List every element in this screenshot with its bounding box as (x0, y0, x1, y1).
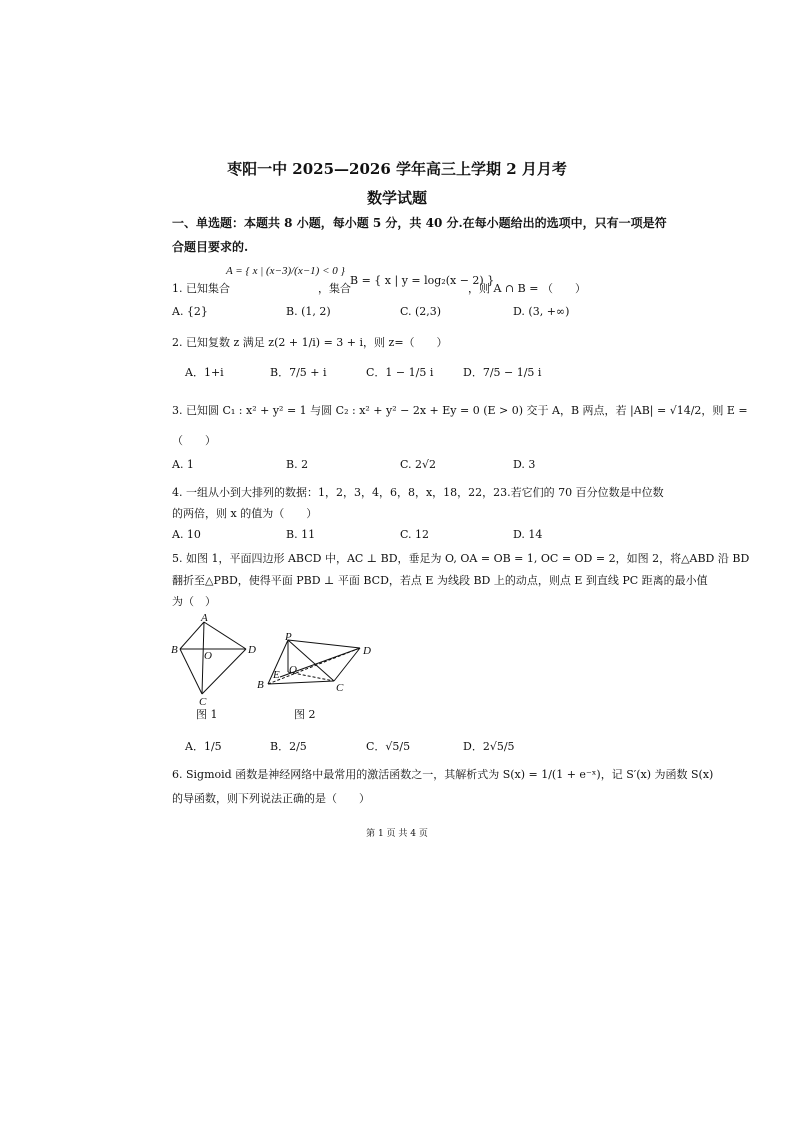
q5-option-d: D．2√5/5 (463, 740, 515, 753)
q4-option-d: D. 14 (513, 528, 543, 541)
fig2-edge-bc (268, 681, 334, 684)
q4-line2: 的两倍，则 x 的值为（ ） (172, 507, 318, 520)
q3-paren: （ ） (172, 434, 216, 447)
q1-option-b: B. (1, 2) (286, 305, 331, 318)
q3-option-c: C. 2√2 (400, 458, 437, 471)
q1-option-c: C. (2,3) (400, 305, 442, 318)
fig2-label-b: B (257, 679, 264, 691)
q5-option-a: A．1/5 (185, 740, 222, 753)
q4-option-a: A. 10 (172, 528, 201, 541)
q3-option-a: A. 1 (172, 458, 194, 471)
fig1-edge-ab (180, 622, 204, 649)
fig2-label-e: E (273, 669, 280, 681)
q6-line2: 的导函数，则下列说法正确的是（ ） (172, 792, 370, 805)
fig2-edge-pd (288, 640, 360, 648)
q1-mid: ，集合 (318, 282, 351, 295)
q4-option-c: C. 12 (400, 528, 430, 541)
q4-option-b: B. 11 (286, 528, 316, 541)
q5-fig2-caption: 图 2 (294, 708, 316, 721)
fig1-label-o: O (204, 650, 212, 662)
fig1-edge-bc (180, 649, 202, 694)
q1-suffix: ，则 A ∩ B = （ ） (468, 282, 586, 295)
exam-title: 枣阳一中 2025—2026 学年高三上学期 2 月月考 (227, 160, 567, 178)
fig2-label-c: C (336, 682, 344, 694)
q5-fig1-caption: 图 1 (196, 708, 218, 721)
fig1-label-d: D (248, 644, 256, 656)
page-footer: 第 1 页 共 4 页 (366, 829, 428, 839)
q5-line1: 5. 如图 1，平面四边形 ABCD 中，AC ⊥ BD，垂足为 O, OA = OB = 1, OC = OD = 2，如图 2，将△ABD 沿 BD (172, 552, 750, 565)
fig1-edge-ad (204, 622, 246, 649)
q1-option-d: D. (3, +∞) (513, 305, 570, 318)
q4-line1: 4. 一组从小到大排列的数据：1，2，3，4，6，8，x，18，22，23.若它们的 70 百分位数是中位数 (172, 486, 664, 499)
fig1-label-c: C (199, 696, 207, 708)
fig1-label-a: A (201, 612, 208, 624)
q3-stem: 3. 已知圆 C₁ : x² + y² = 1 与圆 C₂ : x² + y² − 2x + Ey = 0 (E > 0) 交于 A，B 两点，若 |AB| = √14/2，则 E = (172, 404, 748, 417)
fig1-label-b: B (171, 644, 178, 656)
q5-line3: 为（ ） (172, 595, 216, 608)
q2-option-a: A．1+i (185, 366, 224, 379)
q2-option-b: B．7/5 + i (270, 366, 327, 379)
q5-figure-1 (168, 612, 264, 708)
q1-set-a-text: A = { x | (x−3)/(x−1) < 0 } (226, 265, 345, 277)
fig2-label-o: O (289, 664, 297, 676)
q6-line1: 6. Sigmoid 函数是神经网络中最常用的激活函数之一，其解析式为 S(x) = 1/(1 + e⁻ˣ)，记 S′(x) 为函数 S(x) (172, 768, 714, 781)
q3-option-b: B. 2 (286, 458, 309, 471)
section-heading-line1: 一、单选题：本题共 8 小题，每小题 5 分，共 40 分.在每小题给出的选项中，只有一项是符 (172, 216, 667, 230)
section-heading-line2: 合题目要求的. (172, 240, 249, 254)
q3-option-d: D. 3 (513, 458, 536, 471)
fig2-label-p: P (285, 631, 292, 643)
fig2-label-d: D (363, 645, 371, 657)
q2-stem: 2. 已知复数 z 满足 z(2 + 1/i) = 3 + i，则 z=（ ） (172, 336, 448, 349)
q5-option-b: B．2/5 (270, 740, 307, 753)
q1-set-b: B = { x | y = log₂(x − 2) } (350, 274, 495, 287)
q1-prefix: 1. 已知集合 (172, 282, 230, 295)
q5-line2: 翻折至△PBD，使得平面 PBD ⊥ 平面 BCD，若点 E 为线段 BD 上的动点，则点 E 到直线 PC 距离的最小值 (172, 574, 708, 587)
q2-option-c: C．1 − 1/5 i (366, 366, 434, 379)
q1-option-a: A. {2} (172, 305, 208, 318)
q1-set-a (226, 264, 345, 277)
exam-subtitle: 数学试题 (366, 189, 427, 207)
q5-figure-2 (252, 630, 378, 696)
q2-option-d: D．7/5 − 1/5 i (463, 366, 542, 379)
q5-option-c: C．√5/5 (366, 740, 411, 753)
